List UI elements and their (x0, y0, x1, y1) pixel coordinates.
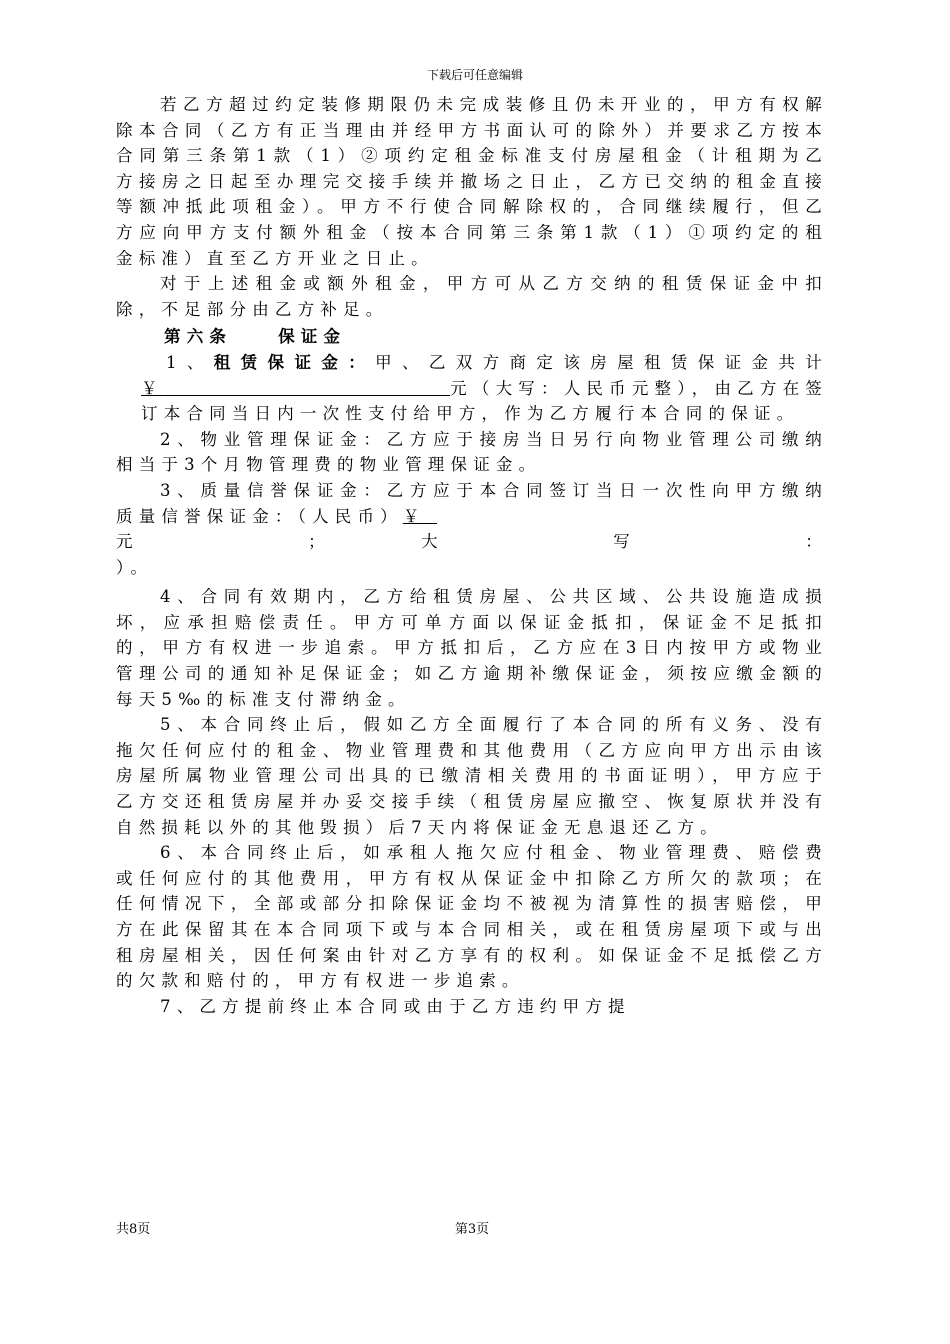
item-1-text-a: 甲、乙双方商定该房屋租赁保证金共计 (375, 352, 828, 372)
page-number: 第3页 (454, 1222, 490, 1237)
item-5-refund: 5、本合同终止后，假如乙方全面履行了本合同的所有义务、没有拖欠任何应付的租金、物业管理费和其他费用（乙方应向甲方出示由该房屋所属物业管理公司出具的已缴清相关费用的书面证明），甲方应于乙方交还租赁房屋并办妥交接手续（租赁房屋应撤空、恢复原状并没有自然损耗以外的其他毁损）后7天内将保证金无息退还乙方。 (116, 715, 828, 837)
total-pages: 共8页 (116, 1222, 151, 1237)
paragraph-deduction-clause: 对于上述租金或额外租金，甲方可从乙方交纳的租赁保证金中扣除，不足部分由乙方补足。 (116, 274, 828, 319)
item-3-text: 3、质量信誉保证金：乙方应于本合同签订当日一次性向甲方缴纳质量信誉保证金：（人民币） (116, 480, 828, 526)
item-1-number: 1、 (166, 352, 214, 372)
quality-amount-blank: ￥ (402, 506, 426, 526)
da-char: 大 (421, 532, 523, 552)
page-header-note: 下载后可任意编辑 (426, 68, 523, 82)
item-7-termination: 7、乙方提前终止本合同或由于乙方违约甲方提 (160, 996, 631, 1016)
item-1-text-b: 元（大写：人民币 (450, 378, 632, 398)
item-6-deduction: 6、本合同终止后，如承租人拖欠应付租金、物业管理费、赔偿费或任何应付的其他费用，甲方有权从保证金中扣除乙方所欠的款项；在任何情况下，全部或部分扣除保证金均不被视为清算性的损害赔偿，甲方在此保留其在本合同项下或与本合同相关，或在租赁房屋项下或与出租房屋相关，因任何案由针对乙方享有的权利。如保证金不足抵偿乙方的欠款和赔付的，甲方有权进一步追索。 (116, 843, 828, 991)
deposit-amount-blank: ￥ (141, 378, 164, 398)
item-3-quality-deposit (116, 478, 828, 529)
item-1-text-c: 元整），由乙方在签订本合同当日内一次性支付给甲方，作为乙方履行本合同的保证。 (141, 378, 828, 424)
colon-mark: ： (805, 532, 828, 552)
yuan-label: 元 (116, 532, 218, 552)
section-heading (116, 324, 828, 350)
paragraph-renovation-clause: 若乙方超过约定装修期限仍未完成装修且仍未开业的，甲方有权解除本合同（乙方有正当理由并经甲方书面认可的除外）并要求乙方按本合同第三条第1款（1）②项约定租金标准支付房屋租金（计租期为乙方接房之日起至办理完交接手续并撤场之日止，乙方已交纳的租金直接等额冲抵此项租金）。甲方不行使合同解除权的，合同继续履行，但乙方应向甲方支付额外租金（按本合同第三条第1款（1）①项约定的租金标准）直至乙方开业之日止。 (116, 95, 828, 268)
item-3-end: ）。 (116, 557, 154, 577)
item-1-term: 租赁保证金： (213, 352, 376, 372)
item-4-damage: 4、合同有效期内，乙方给租赁房屋、公共区域、公共设施造成损坏，应承担赔偿责任。甲方可单方面以保证金抵扣，保证金不足抵扣的，甲方有权进一步追索。甲方抵扣后，乙方应在3日内按甲方或物业管理公司的通知补足保证金；如乙方逾期补缴保证金，须按应缴金额的每天5‰的标准支付滞纳金。 (116, 587, 828, 709)
xie-char: 写 (613, 532, 715, 552)
page-footer (116, 1218, 828, 1238)
contract-body (116, 92, 828, 1019)
item-2-property-deposit: 2、物业管理保证金：乙方应于接房当日另行向物业管理公司缴纳相当于3个月物管理费的物业管理保证金。 (116, 429, 828, 475)
item-3-amount-line (116, 529, 828, 555)
section-label: 第六条 (164, 327, 233, 347)
semicolon-mark: ； (308, 532, 331, 552)
section-title: 保证金 (278, 327, 347, 347)
item-1-rental-deposit (116, 350, 828, 427)
